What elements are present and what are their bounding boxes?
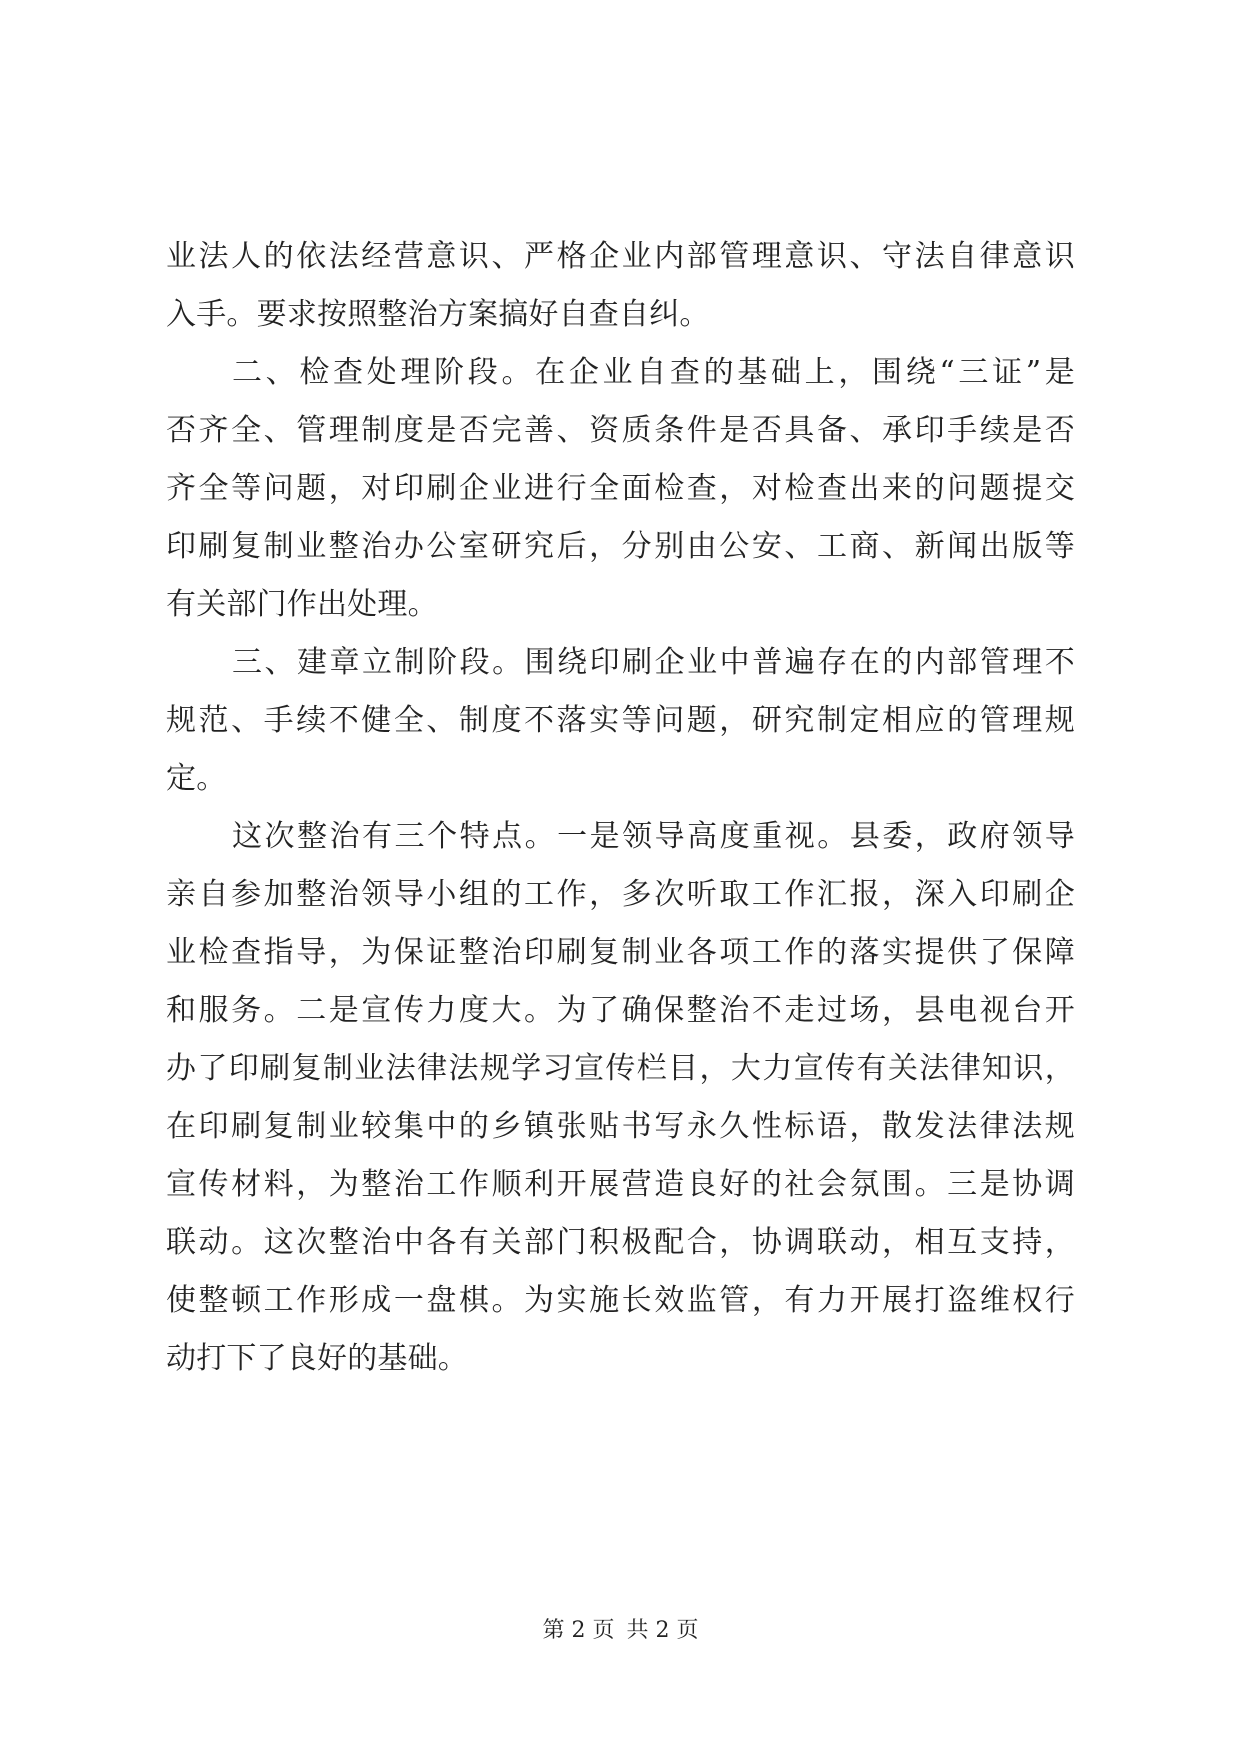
text-line: 使整顿工作形成一盘棋。为实施长效监管，有力开展打盗维权行 [166, 1283, 1075, 1318]
page-footer [0, 1613, 1241, 1644]
text-line: 和服务。二是宣传力度大。为了确保整治不走过场，县电视台开 [166, 993, 1075, 1028]
page-total: 共 2 页 [626, 1618, 699, 1643]
text-line: 亲自参加整治领导小组的工作，多次听取工作汇报，深入印刷企 [166, 877, 1075, 912]
text-line: 这次整治有三个特点。一是领导高度重视。县委，政府领导 [232, 819, 1075, 854]
text-line: 规范、手续不健全、制度不落实等问题，研究制定相应的管理规 [166, 703, 1075, 738]
text-line: 齐全等问题，对印刷企业进行全面检查，对检查出来的问题提交 [166, 471, 1075, 506]
text-line: 在印刷复制业较集中的乡镇张贴书写永久性标语，散发法律法规 [166, 1109, 1075, 1144]
body-text [166, 228, 1075, 1388]
text-line: 入手。要求按照整治方案搞好自查自纠。 [166, 297, 710, 332]
text-line: 定。 [166, 761, 227, 796]
text-line: 业检查指导，为保证整治印刷复制业各项工作的落实提供了保障 [166, 935, 1075, 970]
text-line: 印刷复制业整治办公室研究后，分别由公安、工商、新闻出版等 [166, 529, 1075, 564]
text-line: 二、检查处理阶段。在企业自查的基础上，围绕“三证”是 [232, 355, 1075, 390]
text-line: 联动。这次整治中各有关部门积极配合，协调联动，相互支持， [166, 1225, 1075, 1260]
text-line: 有关部门作出处理。 [166, 587, 438, 622]
text-line: 办了印刷复制业法律法规学习宣传栏目，大力宣传有关法律知识， [166, 1051, 1075, 1086]
text-line: 宣传材料，为整治工作顺利开展营造良好的社会氛围。三是协调 [166, 1167, 1075, 1202]
text-line: 动打下了良好的基础。 [166, 1341, 468, 1376]
text-line: 业法人的依法经营意识、严格企业内部管理意识、守法自律意识 [166, 239, 1075, 274]
text-line: 三、建章立制阶段。围绕印刷企业中普遍存在的内部管理不 [232, 645, 1075, 680]
page-number: 第 2 页 [542, 1618, 615, 1643]
text-line: 否齐全、管理制度是否完善、资质条件是否具备、承印手续是否 [166, 413, 1075, 448]
